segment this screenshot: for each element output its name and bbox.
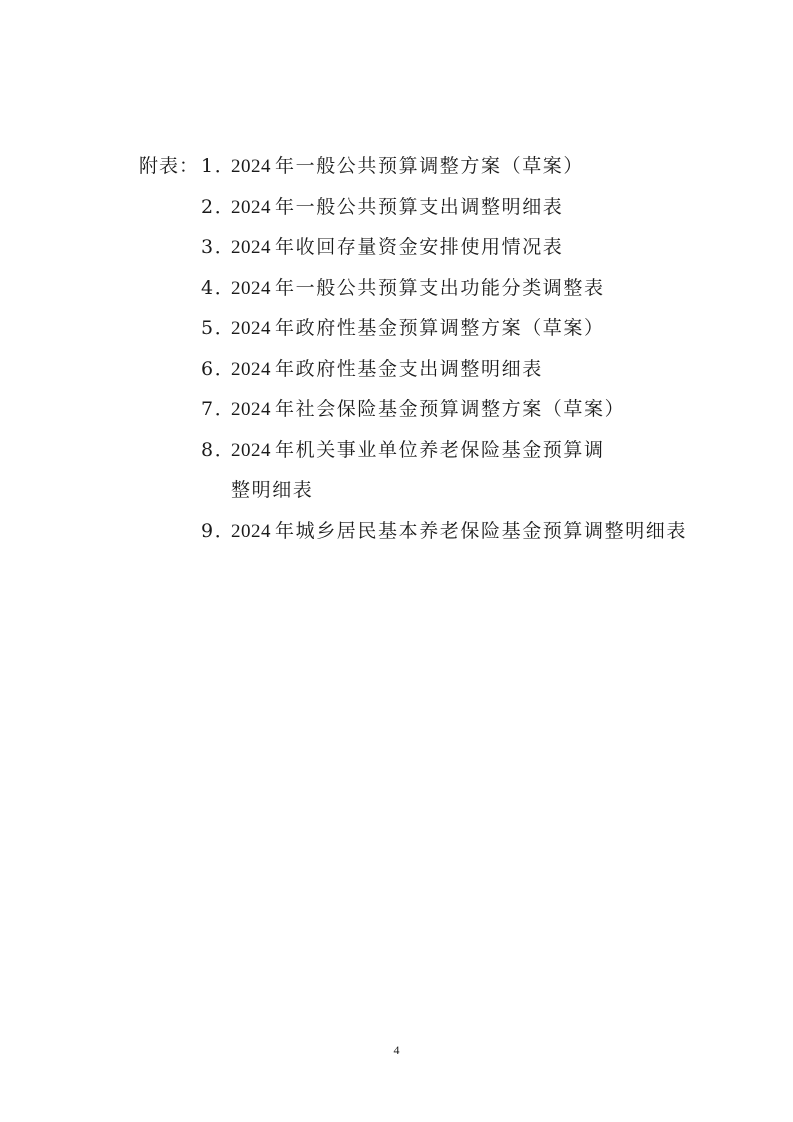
- item-text: 年一般公共预算调整方案（草案）: [275, 155, 585, 177]
- item-text: 年政府性基金支出调整明细表: [275, 357, 543, 380]
- attachment-prefix: 附表：: [139, 155, 200, 177]
- item-number: 6．: [201, 357, 236, 380]
- item-number: 7．: [201, 398, 236, 420]
- item-title: [231, 227, 699, 269]
- item-year: 2024: [231, 196, 271, 218]
- item-year: 2024: [231, 318, 271, 339]
- list-item: [139, 268, 699, 309]
- item-title: [231, 146, 699, 188]
- item-number: 1．: [201, 155, 236, 177]
- list-item: [139, 349, 699, 390]
- item-number: 2．: [201, 195, 236, 218]
- item-text: 年社会保险基金预算调整方案（草案）: [275, 398, 626, 420]
- item-title: [231, 430, 699, 472]
- item-number: 3．: [201, 236, 236, 258]
- attachment-list: [139, 146, 699, 551]
- item-number: 9．: [201, 519, 236, 542]
- item-year: 2024: [231, 277, 271, 299]
- item-number: 4．: [201, 276, 236, 299]
- list-item: [139, 187, 699, 228]
- item-title: [231, 308, 699, 350]
- list-item: [139, 308, 699, 349]
- list-item: [139, 389, 699, 430]
- item-title: [231, 349, 699, 391]
- item-year: 2024: [231, 520, 271, 542]
- item-year: 2024: [231, 358, 271, 380]
- item-year: 2024: [231, 237, 271, 258]
- list-item-continuation: [139, 470, 699, 511]
- item-number: 5．: [201, 317, 236, 339]
- item-title: [231, 268, 699, 310]
- item-year: 2024: [231, 439, 271, 461]
- item-text: 年一般公共预算支出功能分类调整表: [275, 276, 605, 299]
- item-text: 年机关事业单位养老保险基金预算调: [275, 438, 605, 461]
- item-year: 2024: [231, 399, 271, 420]
- page-number: 4: [393, 1043, 400, 1057]
- item-number: 8．: [201, 438, 236, 461]
- item-title: [231, 187, 699, 229]
- item-title: [231, 511, 699, 553]
- item-title: [231, 389, 699, 431]
- list-item: [139, 227, 699, 268]
- list-item: [139, 511, 699, 552]
- item-text: 年城乡居民基本养老保险基金预算调整明细表: [275, 519, 688, 542]
- list-item: [139, 146, 699, 187]
- item-text: 年政府性基金预算调整方案（草案）: [275, 317, 605, 339]
- item-text: 年收回存量资金安排使用情况表: [275, 236, 564, 258]
- list-item: [139, 430, 699, 471]
- item-text: 年一般公共预算支出调整明细表: [275, 195, 564, 218]
- item-text-continuation: 整明细表: [231, 479, 314, 501]
- item-year: 2024: [231, 156, 271, 177]
